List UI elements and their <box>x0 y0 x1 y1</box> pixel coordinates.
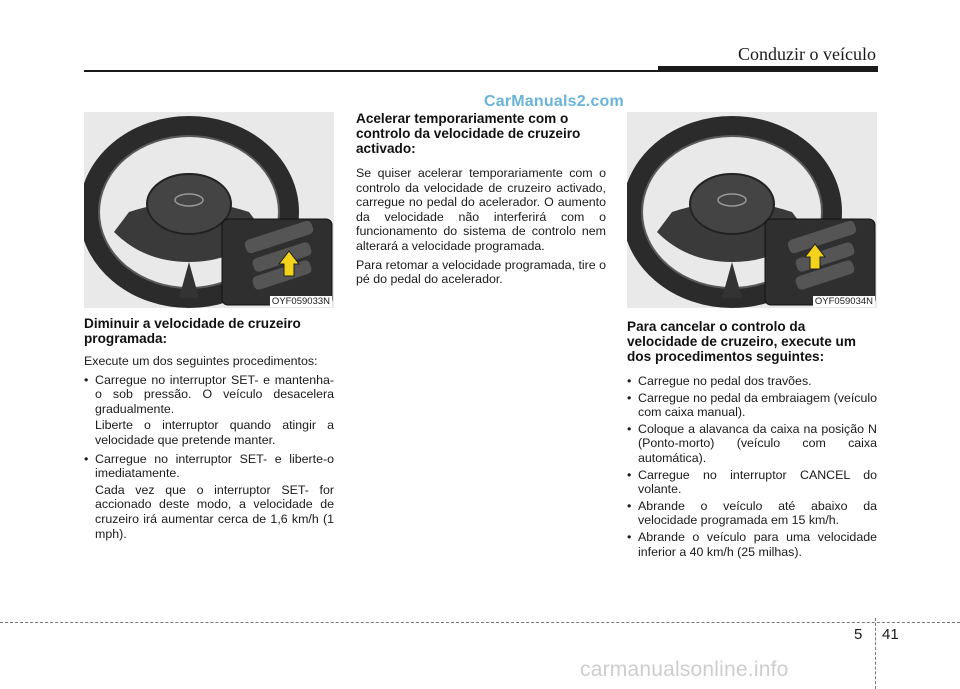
list-item-text: Carregue no interruptor SET- e mantenha-o sob pressão. O veículo desacelera gradualmente. <box>95 372 334 416</box>
list-item-subtext: Cada vez que o interruptor SET- for accionado deste modo, a velocidade de cruzeiro irá aumentar cerca de 1,6 km/h (1 mph). <box>95 482 334 541</box>
list-item: • Carregue no pedal da embraiagem (veículo com caixa manual). <box>627 391 877 420</box>
list-item <box>84 452 334 542</box>
site-watermark[interactable]: carmanualsonline.info <box>580 658 789 681</box>
decrease-list <box>84 373 334 542</box>
section-heading-accelerate: Acelerar temporariamente com o controlo da velocidade de cruzeiro activado: <box>356 111 581 156</box>
column-middle <box>356 111 606 287</box>
list-item: • Carregue no pedal dos travões. <box>627 374 877 389</box>
watermark[interactable]: CarManuals2.com <box>484 93 624 110</box>
list-item <box>84 373 334 448</box>
decrease-intro: Execute um dos seguintes procedimentos: <box>84 354 318 368</box>
list-item: • Abrande o veículo até abaixo da velocidade programada em 15 km/h. <box>627 499 877 528</box>
column-right <box>627 112 877 559</box>
footer-vertical-divider <box>875 618 876 689</box>
section-number: 5 <box>854 626 863 643</box>
page-number: 41 <box>882 626 899 643</box>
header-rule-thin <box>84 70 664 72</box>
list-item-subtext: Liberte o interruptor quando atingir a velocidade que pretende manter. <box>95 418 334 447</box>
list-item: • Abrande o veículo para uma velocidade inferior a 40 km/h (25 milhas). <box>627 530 877 559</box>
list-item: • Coloque a alavanca da caixa na posição N (Ponto-morto) (veículo com caixa automática). <box>627 422 877 466</box>
steering-wheel-figure <box>84 112 334 308</box>
accelerate-paragraph: Para retomar a velocidade programada, tire o pé do pedal do acelerador. <box>356 257 607 287</box>
figure-code: OYF059034N <box>814 296 873 307</box>
footer-divider <box>0 622 960 623</box>
steering-wheel-icon <box>84 112 334 308</box>
accelerate-paragraph: Se quiser acelerar temporariamente com o controlo da velocidade de cruzeiro activado, carregue no pedal do acelerador. O aumento da velocidade não interferirá com o funcionamento do sistema de controlo nem alterará a velocidade programada. <box>356 166 606 253</box>
steering-wheel-icon <box>627 112 877 308</box>
header-rule-thick <box>658 66 878 72</box>
section-heading-cancel: Para cancelar o controlo da velocidade de cruzeiro, execute um dos procedimentos seguintes: <box>627 319 856 364</box>
steering-wheel-figure <box>627 112 877 308</box>
section-heading-decrease: Diminuir a velocidade de cruzeiro programada: <box>84 316 301 346</box>
page-header-title: Conduzir o veículo <box>738 44 876 64</box>
column-left <box>84 112 334 541</box>
cancel-list <box>627 374 877 559</box>
figure-code: OYF059033N <box>271 296 330 307</box>
list-item: • Carregue no interruptor CANCEL do volante. <box>627 468 877 497</box>
list-item-text: Carregue no interruptor SET- e liberte-o imediatamente. <box>95 451 334 481</box>
